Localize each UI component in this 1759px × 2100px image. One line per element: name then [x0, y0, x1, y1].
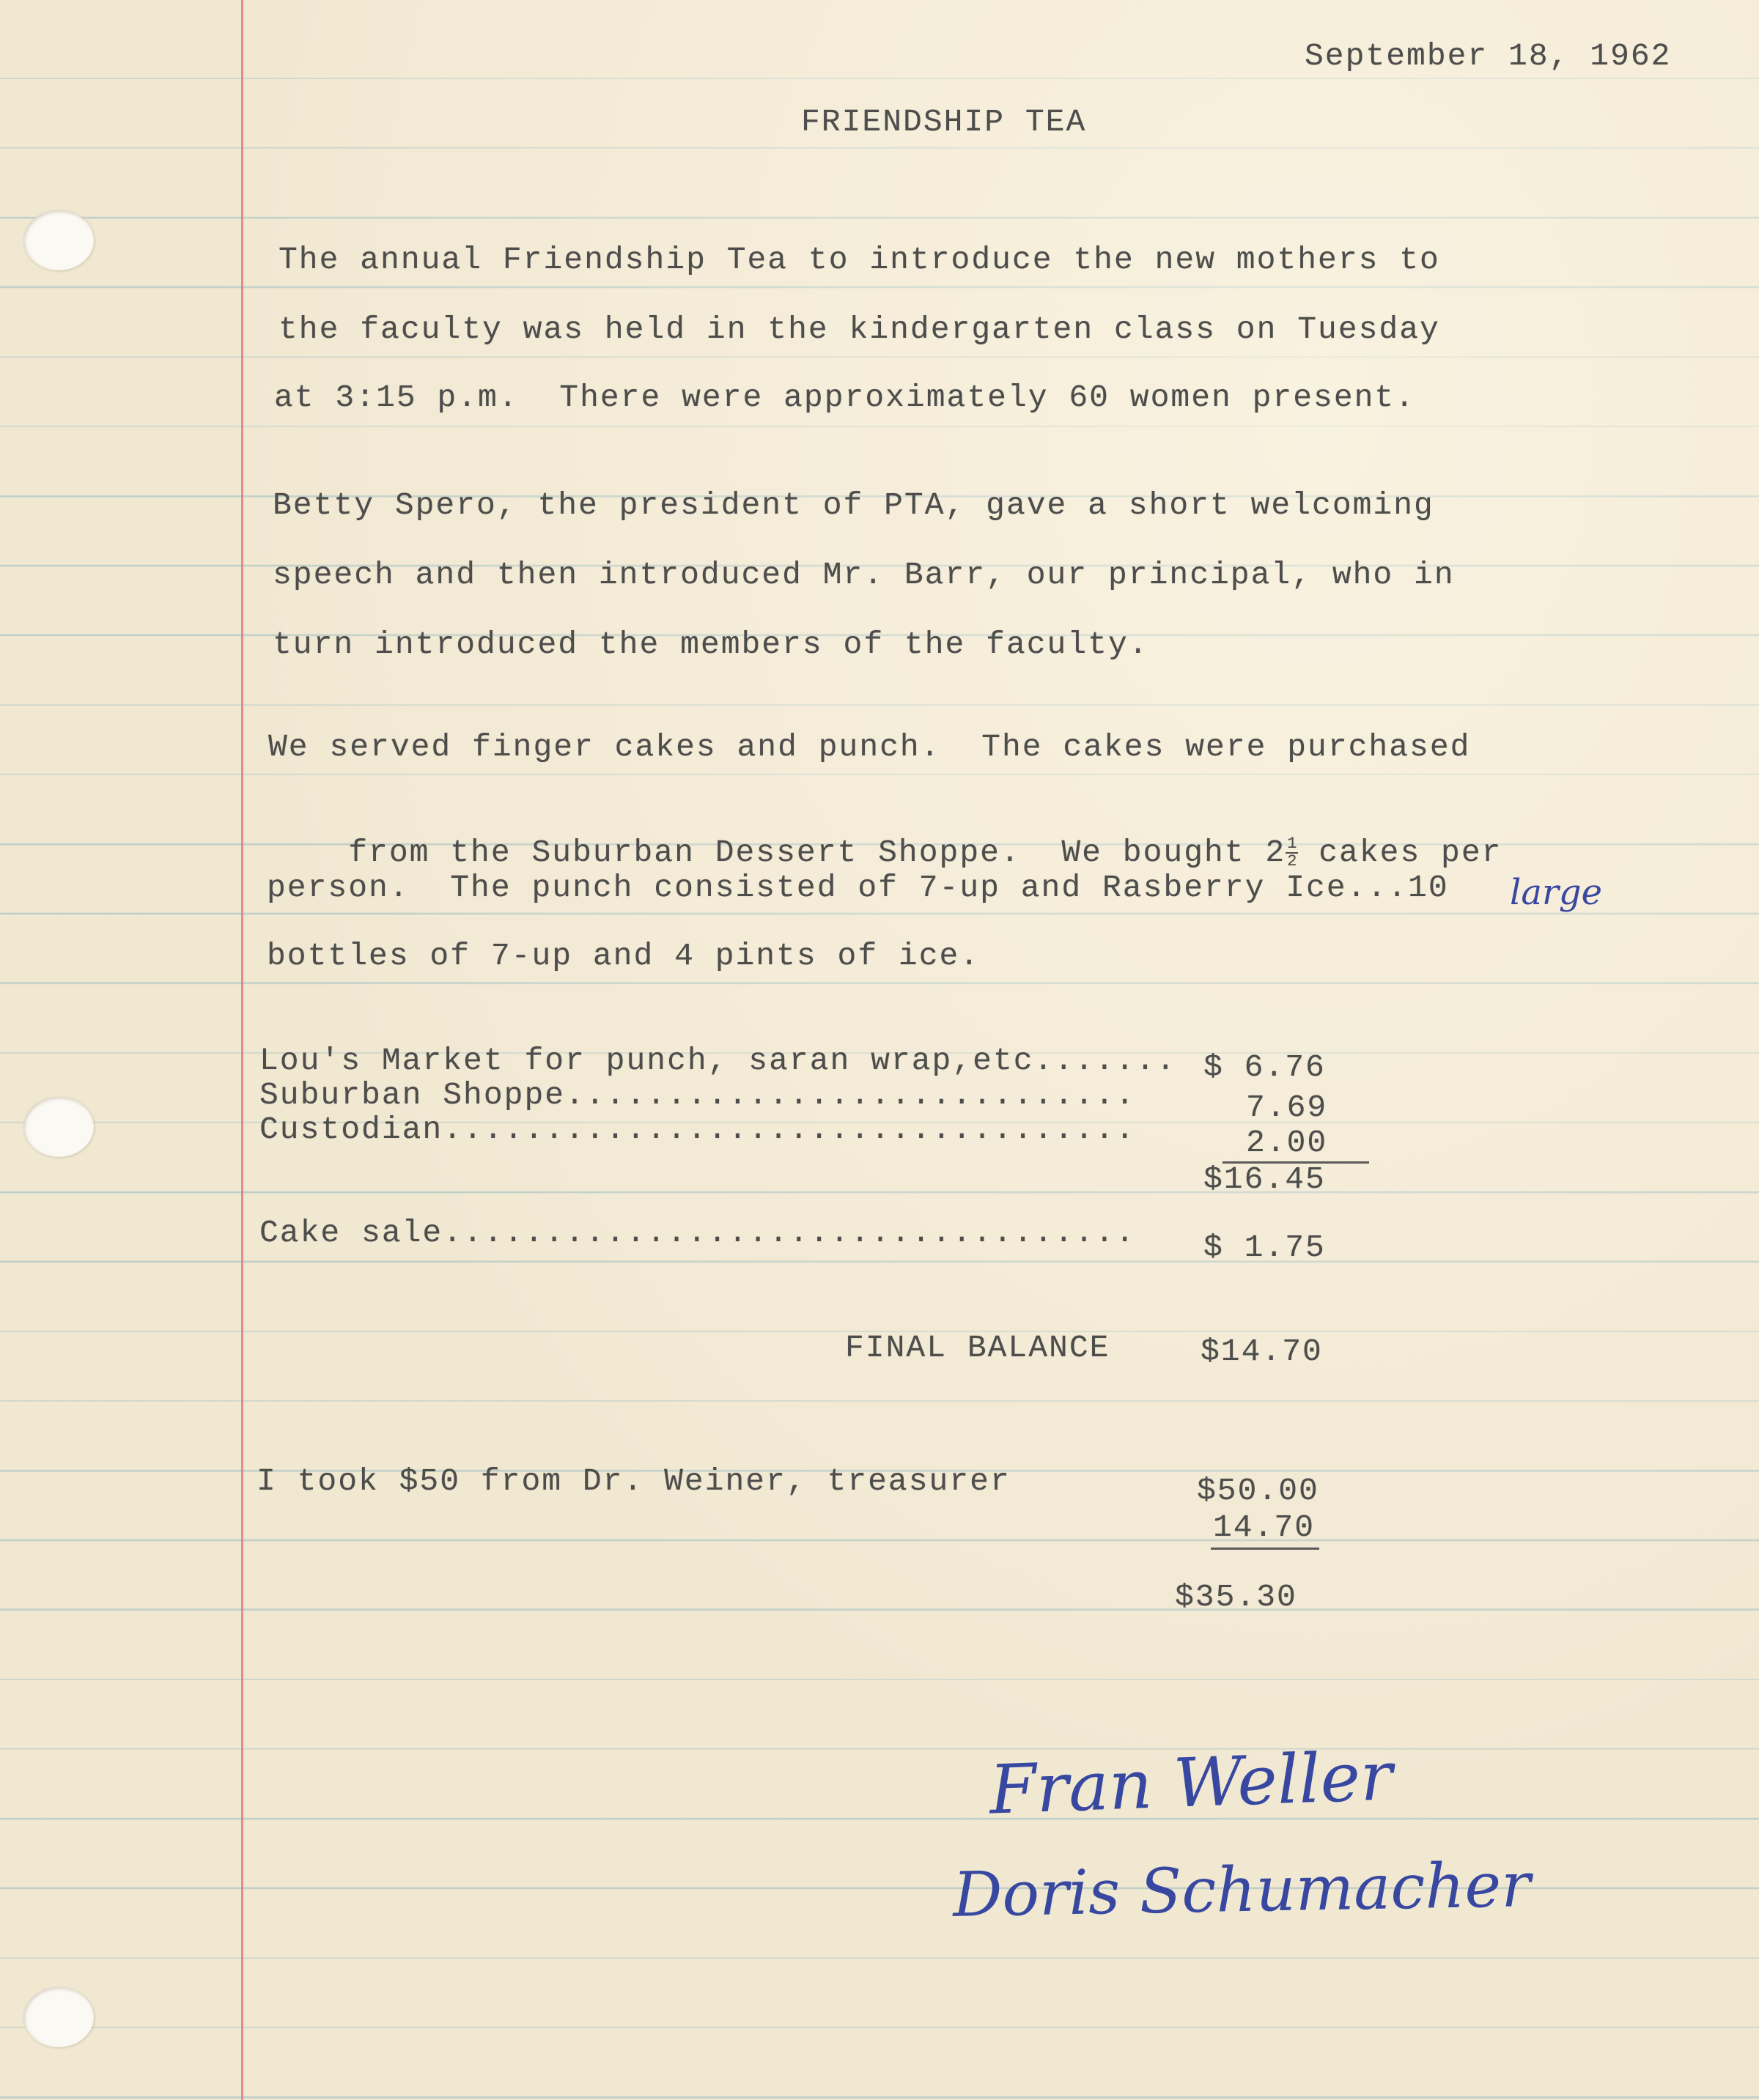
document-title: FRIENDSHIP TEA [801, 104, 1087, 140]
paragraph-3-line-1: We served finger cakes and punch. The cakes were purchased [268, 729, 1471, 765]
treasurer-note: I took $50 from Dr. Weiner, treasurer [257, 1463, 1011, 1499]
red-margin-line [241, 0, 243, 2100]
paragraph-1-line-3: at 3:15 p.m. There were approximately 60 women present. [274, 380, 1416, 415]
treasurer-result: $35.30 [1175, 1579, 1297, 1615]
paragraph-3-line-3: person. The punch consisted of 7-up and Rasberry Ice...10 [267, 870, 1449, 906]
binder-hole-bottom [23, 1987, 94, 2047]
signature-line-2: Doris Schumacher [952, 1849, 1532, 1931]
final-balance-label: FINAL BALANCE [845, 1330, 1110, 1366]
paragraph-2-line-2: speech and then introduced Mr. Barr, our principal, who in [273, 557, 1455, 593]
one-half-fraction: $\frac{1}{2}$ [1287, 834, 1297, 870]
handwritten-insert-large: large [1510, 872, 1603, 913]
treasurer-sum-rule [1211, 1548, 1319, 1550]
treasurer-amount: $50.00 [1197, 1473, 1319, 1509]
expenses-total: $16.45 [1203, 1161, 1326, 1197]
document-date: September 18, 1962 [1305, 38, 1672, 74]
paragraph-3-line-2-text: from the Suburban Dessert Shoppe. We bought 2 [348, 835, 1286, 870]
expense-label-custodian: Custodian.................................. [259, 1112, 1136, 1147]
income-label-cake-sale: Cake sale.................................. [259, 1215, 1136, 1251]
paragraph-2-line-1: Betty Spero, the president of PTA, gave a short welcoming [273, 487, 1434, 523]
paragraph-1-line-1: The annual Friendship Tea to introduce the new mothers to [279, 242, 1440, 278]
paragraph-1-line-2: the faculty was held in the kindergarten class on Tuesday [279, 311, 1440, 347]
expense-amount-lous-market: $ 6.76 [1203, 1049, 1326, 1085]
expense-label-lous-market: Lou's Market for punch, saran wrap,etc....... [259, 1043, 1177, 1079]
expense-label-suburban-shoppe: Suburban Shoppe............................ [259, 1077, 1136, 1113]
expense-amount-suburban-shoppe: 7.69 [1246, 1090, 1328, 1125]
paragraph-3-line-4: bottles of 7-up and 4 pints of ice. [267, 938, 981, 974]
final-balance-amount: $14.70 [1201, 1334, 1323, 1369]
treasurer-subtract: 14.70 [1213, 1509, 1316, 1545]
paragraph-2-line-3: turn introduced the members of the faculty. [273, 626, 1149, 662]
paragraph-3-line-2-end: cakes per [1298, 835, 1502, 870]
binder-hole-top [23, 210, 94, 270]
signature-line-1: Fran Weller [988, 1737, 1394, 1830]
income-amount-cake-sale: $ 1.75 [1203, 1230, 1326, 1265]
binder-hole-middle [23, 1097, 94, 1157]
expense-amount-custodian: 2.00 [1246, 1125, 1328, 1161]
